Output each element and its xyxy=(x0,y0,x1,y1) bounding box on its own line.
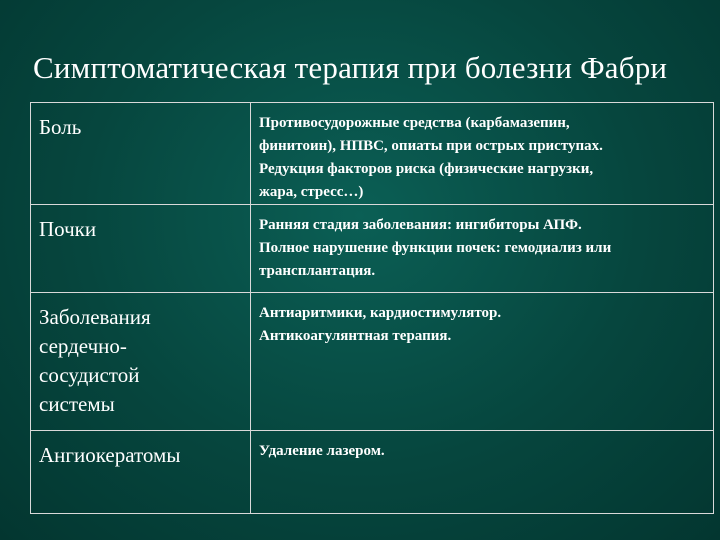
treatment-cell xyxy=(251,293,713,430)
treatment-cell xyxy=(251,431,713,513)
treatment-text: Ранняя стадия заболевания: ингибиторы АПФ. xyxy=(259,217,582,233)
category-cell xyxy=(31,431,251,513)
treatment-text: Антиаритмики, кардиостимулятор. xyxy=(259,305,502,321)
treatment-text: Антикоагулянтная терапия. xyxy=(259,328,452,344)
category-text: Боль xyxy=(39,115,82,139)
treatment-text: Редукция факторов риска (физические нагрузки, xyxy=(259,161,594,177)
category-text: Почки xyxy=(39,217,97,241)
table-row-angiokeratomas xyxy=(31,430,713,513)
slide-title: Симптоматическая терапия при болезни Фабри xyxy=(33,50,668,85)
category-cell xyxy=(31,205,251,292)
category-text: системы xyxy=(39,392,115,416)
therapy-table xyxy=(30,102,714,514)
category-text: Заболевания xyxy=(39,305,151,329)
treatment-cell xyxy=(251,205,713,292)
treatment-text: трансплантация. xyxy=(259,263,376,279)
treatment-text: финитоин), НПВС, опиаты при острых приступах. xyxy=(259,138,603,154)
treatment-text: Полное нарушение функции почек: гемодиализ или xyxy=(259,240,612,256)
table-row-cardiovascular xyxy=(31,292,713,430)
category-cell xyxy=(31,293,251,430)
table-row-kidneys xyxy=(31,204,713,292)
treatment-text: Противосудорожные средства (карбамазепин, xyxy=(259,115,570,131)
category-text: сердечно- xyxy=(39,334,127,358)
treatment-text: Удаление лазером. xyxy=(259,443,385,459)
treatment-text: жара, стресс…) xyxy=(259,184,364,200)
category-cell xyxy=(31,103,251,204)
category-text: сосудистой xyxy=(39,363,140,387)
treatment-cell xyxy=(251,103,713,204)
category-text: Ангиокератомы xyxy=(39,443,181,467)
table-row-pain xyxy=(31,103,713,204)
